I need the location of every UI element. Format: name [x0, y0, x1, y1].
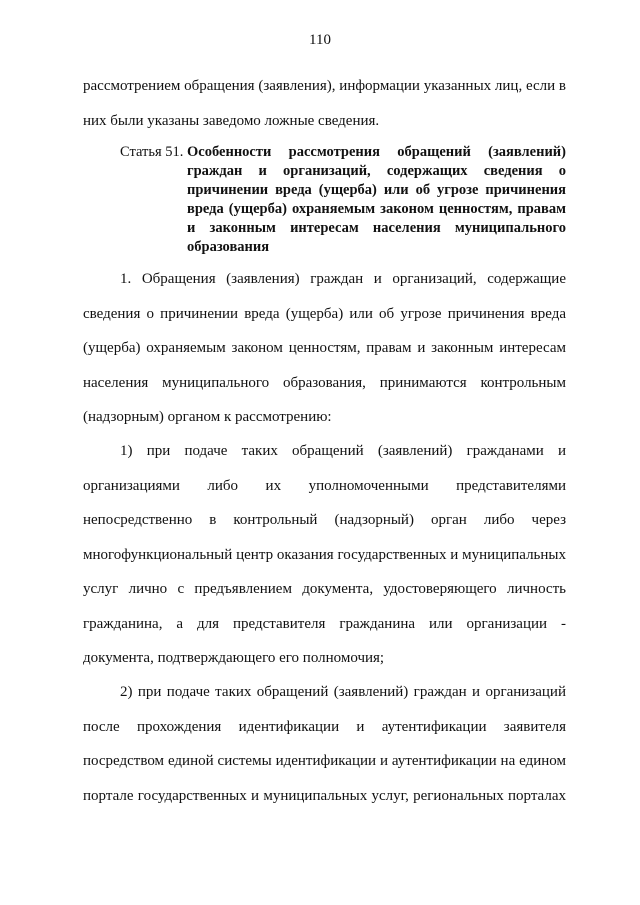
page-number: 110 [309, 32, 331, 48]
article-label: Статья 51. [120, 144, 184, 160]
paragraph-1-item-2: 2) при подаче таких обращений (заявлений) граждан и организаций после прохождения идентификации и аутентификации заявителя посредством единой системы идентификации и аутентификации на едином портале государственных и муниципальных услуг, региональных порталах [83, 684, 566, 804]
article-heading [120, 143, 566, 257]
article-title: Особенности рассмотрения обращений (заявлений) граждан и организаций, содержащих сведения о причинении вреда (ущерба) или об угрозе причинения вреда (ущерба) охраняемым законом ценностям, правам и законным интересам населения муниципального образования [187, 144, 566, 255]
intro-paragraph: рассмотрением обращения (заявления), информации указанных лиц, если в них были указаны заведомо ложные сведения. [83, 78, 566, 129]
paragraph-1-item-1: 1) при подаче таких обращений (заявлений) гражданами и организациями либо их уполномоченными представителями непосредственно в контрольный (надзорный) орган либо через многофункциональный центр оказания государственных и муниципальных услуг лично с предъявлением документа, удостоверяющего личность гражданина, а для представителя гражданина или организации - документа, подтверждающего его полномочия; [83, 443, 566, 666]
paragraph-1: 1. Обращения (заявления) граждан и организаций, содержащие сведения о причинении вреда (ущерба) или об угрозе причинения вреда (ущерба) охраняемым законом ценностям, правам и законным интересам населения муниципального образования, принимаются контрольным (надзорным) органом к рассмотрению: [83, 271, 566, 425]
